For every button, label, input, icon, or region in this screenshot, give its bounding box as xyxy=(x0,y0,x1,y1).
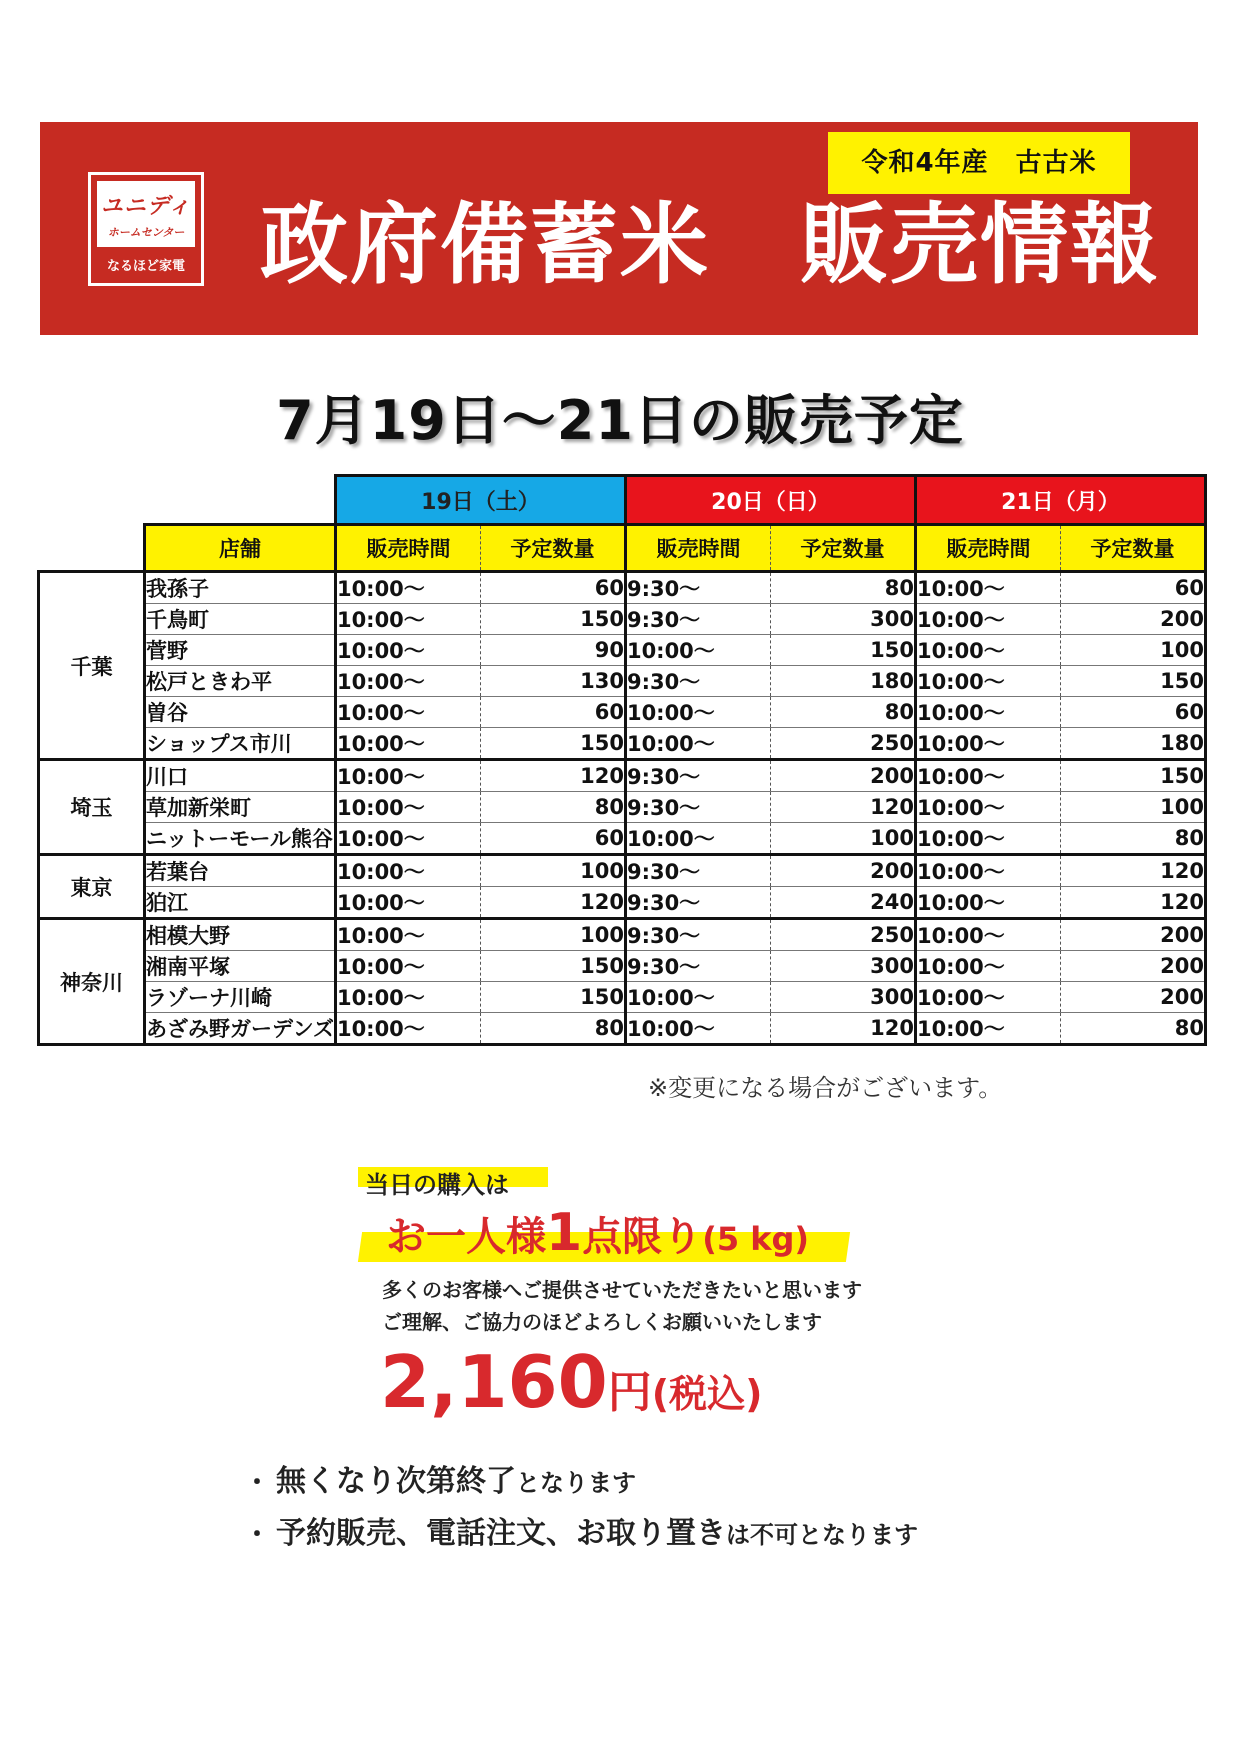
table-row xyxy=(39,666,1206,697)
notice-list xyxy=(244,1456,918,1560)
store-name-cell: 草加新栄町 xyxy=(145,792,336,823)
time-column-header: 販売時間 xyxy=(915,525,1060,572)
time-cell: 10:00～ xyxy=(915,823,1060,855)
time-cell: 10:00～ xyxy=(625,982,770,1013)
time-cell: 10:00～ xyxy=(335,697,480,728)
time-cell: 10:00～ xyxy=(625,728,770,760)
notice-item: ・ 無くなり次第終了となります xyxy=(244,1464,637,1499)
logo-sub: ホームセンター xyxy=(107,226,185,239)
store-name-cell: ニットーモール熊谷 xyxy=(145,823,336,855)
qty-cell: 200 xyxy=(1060,919,1205,951)
time-cell: 10:00～ xyxy=(335,728,480,760)
qty-cell: 200 xyxy=(1060,951,1205,982)
time-cell: 10:00～ xyxy=(335,1013,480,1045)
qty-cell: 120 xyxy=(1060,855,1205,887)
time-cell: 9:30～ xyxy=(625,792,770,823)
day-header-20: 20日（日） xyxy=(625,476,915,525)
store-name-cell: 若葉台 xyxy=(145,855,336,887)
qty-cell: 150 xyxy=(1060,666,1205,697)
logo-tagline: なるほど家電 xyxy=(106,259,185,274)
qty-cell: 150 xyxy=(480,982,625,1013)
qty-cell: 100 xyxy=(1060,635,1205,666)
region-cell: 神奈川 xyxy=(39,919,145,1045)
time-cell: 10:00～ xyxy=(335,792,480,823)
harvest-year-badge: 令和4年産 古古米 xyxy=(828,132,1130,194)
table-row xyxy=(39,604,1206,635)
banner-title: 政府備蓄米 販売情報 xyxy=(260,193,1161,296)
time-cell: 9:30～ xyxy=(625,760,770,792)
time-cell: 10:00～ xyxy=(915,887,1060,919)
qty-cell: 60 xyxy=(480,572,625,604)
table-row xyxy=(39,919,1206,951)
store-name-cell: 我孫子 xyxy=(145,572,336,604)
qty-cell: 300 xyxy=(770,982,915,1013)
store-name-cell: あざみ野ガーデンズ xyxy=(145,1013,336,1045)
time-cell: 10:00～ xyxy=(335,951,480,982)
time-cell: 9:30～ xyxy=(625,666,770,697)
time-cell: 10:00～ xyxy=(915,792,1060,823)
table-row xyxy=(39,1013,1206,1045)
time-cell: 10:00～ xyxy=(335,887,480,919)
qty-cell: 150 xyxy=(1060,760,1205,792)
qty-cell: 100 xyxy=(480,855,625,887)
region-cell: 東京 xyxy=(39,855,145,919)
qty-cell: 120 xyxy=(1060,887,1205,919)
time-cell: 9:30～ xyxy=(625,887,770,919)
store-name-cell: ラゾーナ川崎 xyxy=(145,982,336,1013)
qty-cell: 250 xyxy=(770,919,915,951)
time-cell: 10:00～ xyxy=(915,728,1060,760)
table-row xyxy=(39,982,1206,1013)
time-column-header: 販売時間 xyxy=(625,525,770,572)
qty-cell: 120 xyxy=(770,792,915,823)
table-row xyxy=(39,635,1206,666)
table-row xyxy=(39,855,1206,887)
region-cell: 埼玉 xyxy=(39,760,145,855)
time-column-header: 販売時間 xyxy=(335,525,480,572)
store-name-cell: 松戸ときわ平 xyxy=(145,666,336,697)
time-cell: 10:00～ xyxy=(625,697,770,728)
qty-cell: 100 xyxy=(1060,792,1205,823)
qty-cell: 300 xyxy=(770,604,915,635)
qty-column-header: 予定数量 xyxy=(1060,525,1205,572)
time-cell: 10:00～ xyxy=(915,666,1060,697)
qty-cell: 80 xyxy=(1060,1013,1205,1045)
header-banner xyxy=(40,122,1198,335)
qty-cell: 150 xyxy=(770,635,915,666)
time-cell: 10:00～ xyxy=(625,823,770,855)
qty-cell: 80 xyxy=(770,572,915,604)
qty-cell: 180 xyxy=(1060,728,1205,760)
time-cell: 9:30～ xyxy=(625,919,770,951)
qty-cell: 80 xyxy=(1060,823,1205,855)
time-cell: 10:00～ xyxy=(335,666,480,697)
time-cell: 10:00～ xyxy=(915,572,1060,604)
qty-cell: 60 xyxy=(480,697,625,728)
qty-column-header: 予定数量 xyxy=(770,525,915,572)
qty-cell: 60 xyxy=(1060,572,1205,604)
table-row xyxy=(39,792,1206,823)
time-cell: 10:00～ xyxy=(335,760,480,792)
qty-cell: 100 xyxy=(770,823,915,855)
qty-cell: 90 xyxy=(480,635,625,666)
store-name-cell: 湘南平塚 xyxy=(145,951,336,982)
qty-cell: 250 xyxy=(770,728,915,760)
qty-column-header: 予定数量 xyxy=(480,525,625,572)
qty-cell: 80 xyxy=(770,697,915,728)
time-cell: 10:00～ xyxy=(915,697,1060,728)
store-name-cell: 狛江 xyxy=(145,887,336,919)
qty-cell: 240 xyxy=(770,887,915,919)
qty-cell: 60 xyxy=(1060,697,1205,728)
qty-cell: 80 xyxy=(480,1013,625,1045)
purchase-message: 多くのお客様へご提供させていただきたいと思います ご理解、ご協力のほどよろしくお願いいたします xyxy=(382,1278,862,1334)
time-cell: 10:00～ xyxy=(915,1013,1060,1045)
table-row xyxy=(39,887,1206,919)
time-cell: 10:00～ xyxy=(915,604,1060,635)
qty-cell: 180 xyxy=(770,666,915,697)
schedule-body xyxy=(39,572,1206,1045)
qty-cell: 120 xyxy=(770,1013,915,1045)
table-row xyxy=(39,760,1206,792)
qty-cell: 100 xyxy=(480,919,625,951)
store-name-cell: ショップス市川 xyxy=(145,728,336,760)
store-name-cell: 菅野 xyxy=(145,635,336,666)
qty-cell: 120 xyxy=(480,887,625,919)
time-cell: 10:00～ xyxy=(625,635,770,666)
price: 2,160円(税込) xyxy=(380,1340,763,1424)
table-row xyxy=(39,823,1206,855)
store-column-header: 店舗 xyxy=(145,525,336,572)
qty-cell: 150 xyxy=(480,604,625,635)
time-cell: 9:30～ xyxy=(625,855,770,887)
time-cell: 10:00～ xyxy=(335,919,480,951)
qty-cell: 200 xyxy=(770,855,915,887)
qty-cell: 150 xyxy=(480,728,625,760)
time-cell: 10:00～ xyxy=(335,855,480,887)
time-cell: 10:00～ xyxy=(915,760,1060,792)
region-cell: 千葉 xyxy=(39,572,145,760)
time-cell: 10:00～ xyxy=(915,635,1060,666)
qty-cell: 60 xyxy=(480,823,625,855)
day-header-19: 19日（土） xyxy=(335,476,625,525)
time-cell: 9:30～ xyxy=(625,951,770,982)
logo-brand: ユニディ xyxy=(100,194,192,219)
qty-cell: 300 xyxy=(770,951,915,982)
table-row xyxy=(39,951,1206,982)
store-name-cell: 相模大野 xyxy=(145,919,336,951)
qty-cell: 150 xyxy=(480,951,625,982)
purchase-intro: 当日の購入は xyxy=(365,1171,509,1199)
qty-cell: 200 xyxy=(1060,982,1205,1013)
qty-cell: 200 xyxy=(770,760,915,792)
time-cell: 10:00～ xyxy=(335,635,480,666)
purchase-limit: お一人様1点限り(5 kg) xyxy=(386,1203,810,1263)
store-name-cell: 曽谷 xyxy=(145,697,336,728)
table-row xyxy=(39,728,1206,760)
change-notice: ※変更になる場合がございます。 xyxy=(648,1074,1003,1102)
day-header-21: 21日（月） xyxy=(915,476,1205,525)
sales-schedule-table xyxy=(37,474,1207,1046)
time-cell: 10:00～ xyxy=(335,572,480,604)
time-cell: 10:00～ xyxy=(915,855,1060,887)
time-cell: 9:30～ xyxy=(625,604,770,635)
qty-cell: 80 xyxy=(480,792,625,823)
schedule-title: 7月19日～21日の販売予定 xyxy=(276,389,964,452)
time-cell: 10:00～ xyxy=(625,1013,770,1045)
table-row xyxy=(39,697,1206,728)
notice-item: ・ 予約販売、電話注文、お取り置きは不可となります xyxy=(244,1516,919,1551)
store-name-cell: 川口 xyxy=(145,760,336,792)
qty-cell: 120 xyxy=(480,760,625,792)
time-cell: 10:00～ xyxy=(915,982,1060,1013)
store-logo xyxy=(88,172,204,286)
time-cell: 9:30～ xyxy=(625,572,770,604)
table-row xyxy=(39,572,1206,604)
qty-cell: 130 xyxy=(480,666,625,697)
time-cell: 10:00～ xyxy=(915,919,1060,951)
time-cell: 10:00～ xyxy=(335,982,480,1013)
qty-cell: 200 xyxy=(1060,604,1205,635)
time-cell: 10:00～ xyxy=(335,604,480,635)
store-name-cell: 千鳥町 xyxy=(145,604,336,635)
time-cell: 10:00～ xyxy=(335,823,480,855)
time-cell: 10:00～ xyxy=(915,951,1060,982)
